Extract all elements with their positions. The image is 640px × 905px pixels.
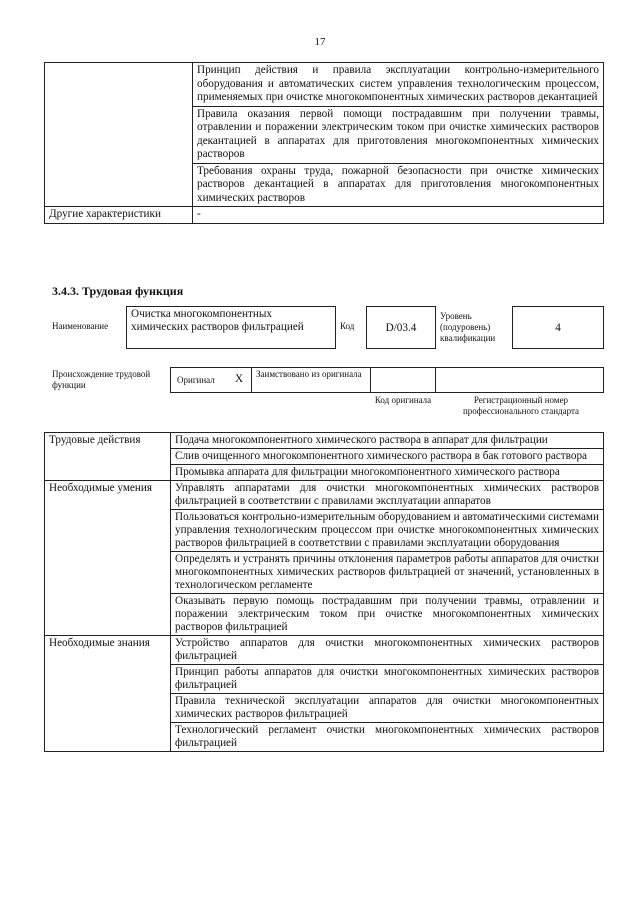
section-label: Необходимые знания <box>45 636 171 752</box>
table-cell: Подача многокомпонентного химического раствора в аппарат для фильтрации <box>171 433 604 449</box>
table-cell: Принцип работы аппаратов для очистки многокомпонентных химических растворов фильтрацией <box>171 665 604 694</box>
origin-label: Происхождение трудовой функции <box>52 369 151 390</box>
table-row <box>45 636 604 665</box>
table-cell: Определять и устранять причины отклонения параметров работы аппаратов для очистки многокомпонентных химических растворов фильтрацией от значений, установленных в технологическом регламенте <box>171 552 604 594</box>
qualification-level: 4 <box>512 306 604 349</box>
code-label: Код <box>340 321 355 331</box>
row-label: Другие характеристики <box>45 207 193 224</box>
table-cell: Устройство аппаратов для очистки многокомпонентных химических растворов фильтрацией <box>171 636 604 665</box>
table-row <box>45 481 604 510</box>
function-name: Очистка многокомпонентных химических растворов фильтрацией <box>126 306 336 349</box>
borrowed-label: Заимствовано из оригинала <box>251 367 371 393</box>
original-mark: X <box>235 373 244 385</box>
original-code-cell <box>370 367 436 393</box>
table-cell: Оказывать первую помощь пострадавшим при получении травмы, отравлении и поражении электрическим током при очистке многокомпонентных химических растворов фильтрацией <box>171 594 604 636</box>
table-cell: Принцип действия и правила эксплуатации контрольно-измерительного оборудования и автоматических систем управления технологическим процессом, применяемых при очистке многокомпонентных химических растворов декантацией <box>193 63 604 107</box>
level-label: Уровень (подуровень) квалификации <box>440 311 496 343</box>
function-code: D/03.4 <box>366 306 436 349</box>
original-cell <box>170 367 252 393</box>
table-cell: Технологический регламент очистки многокомпонентных химических растворов фильтрацией <box>171 723 604 752</box>
table-row <box>45 433 604 449</box>
table-cell: Слив очищенного многокомпонентного химического раствора в бак готового раствора <box>171 449 604 465</box>
table-cell: Промывка аппарата для фильтрации многокомпонентного химического раствора <box>171 465 604 481</box>
table-cell: Пользоваться контрольно-измерительным оборудованием и автоматическими системами управления технологическим процессом при очистке многокомпонентных химических растворов фильтрацией в соответствии с правилами эксплуатации оборудования <box>171 510 604 552</box>
table-cell: - <box>193 207 604 224</box>
table-row <box>45 207 604 224</box>
table-cell: Правила технической эксплуатации аппаратов для очистки многокомпонентных химических растворов фильтрацией <box>171 694 604 723</box>
table-cell: Правила оказания первой помощи пострадавшим при получении травмы, отравлении и поражении электрическим током при очистке химических растворов декантацией в аппаратах для приготовления многокомпонентных химических растворов <box>193 106 604 163</box>
registration-number-cell <box>435 367 604 393</box>
row-label <box>45 63 193 207</box>
page-number: 17 <box>314 36 326 48</box>
original-label: Оригинал <box>177 375 215 385</box>
table-cell: Требования охраны труда, пожарной безопасности при очистке химических растворов декантацией в аппаратах для приготовления многокомпонентных химических растворов <box>193 163 604 207</box>
continuation-table <box>44 62 604 224</box>
registration-caption: Регистрационный номер профессионального стандарта <box>462 395 580 416</box>
table-row <box>45 63 604 107</box>
code-caption: Код оригинала <box>374 395 432 405</box>
table-cell: Управлять аппаратами для очистки многокомпонентных химических растворов фильтрацией в соответствии с правилами эксплуатации аппаратов <box>171 481 604 510</box>
section-label: Необходимые умения <box>45 481 171 636</box>
section-heading: 3.4.3. Трудовая функция <box>52 284 184 298</box>
main-table <box>44 432 604 752</box>
section-label: Трудовые действия <box>45 433 171 481</box>
name-label: Наименование <box>52 321 109 331</box>
